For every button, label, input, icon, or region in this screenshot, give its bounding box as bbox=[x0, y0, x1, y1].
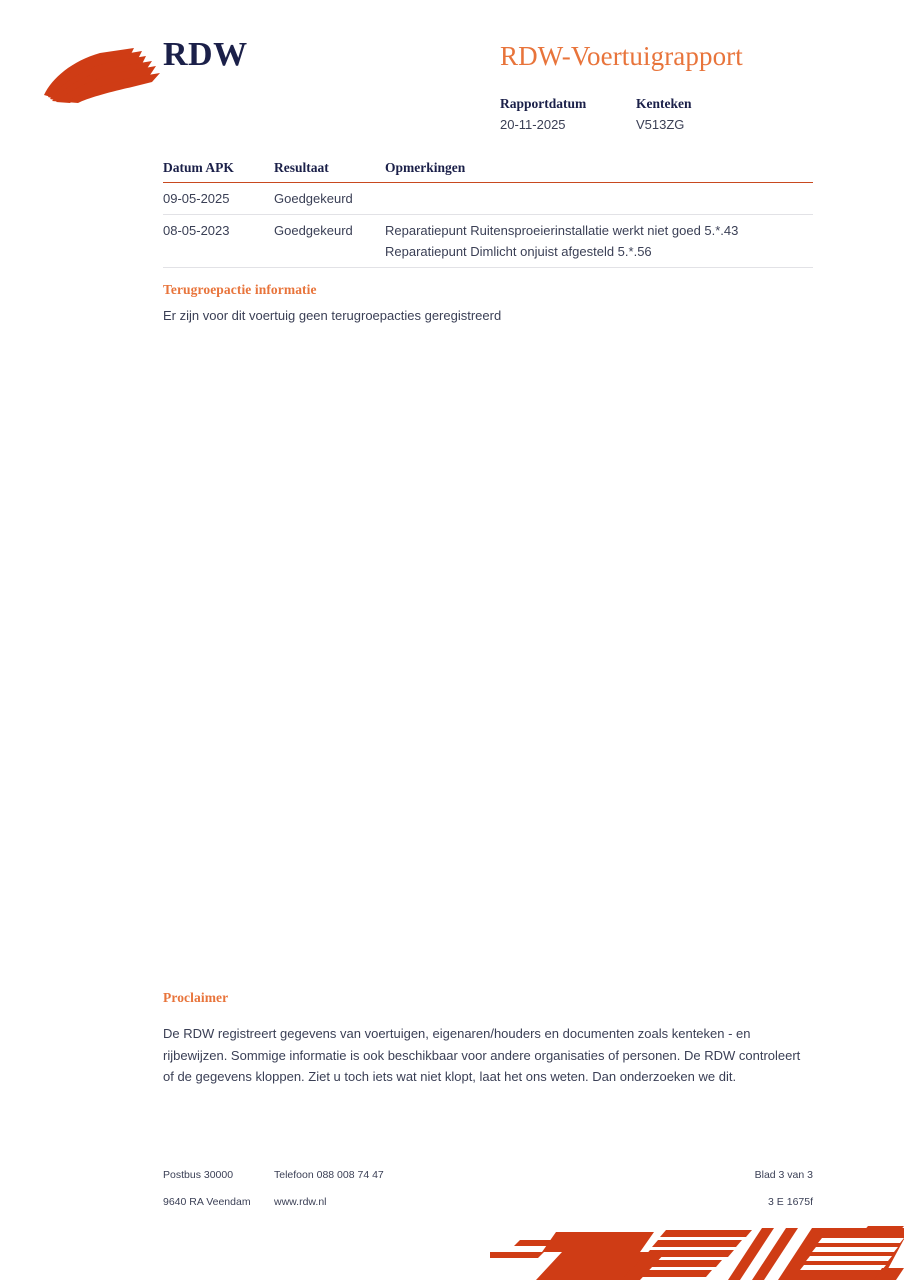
recall-heading: Terugroepactie informatie bbox=[163, 282, 317, 297]
cell-resultaat: Goedgekeurd bbox=[274, 191, 353, 206]
page-title: RDW-Voertuigrapport bbox=[500, 41, 743, 71]
footer-address-line1: Postbus 30000 bbox=[163, 1169, 234, 1181]
cell-datum-apk: 09-05-2025 bbox=[163, 191, 230, 206]
footer-page-number: Blad 3 van 3 bbox=[754, 1169, 813, 1181]
table-header-row bbox=[163, 160, 813, 183]
cell-datum-apk: 08-05-2023 bbox=[163, 223, 230, 238]
footer-row bbox=[163, 1195, 813, 1222]
meta-rapportdatum-label: Rapportdatum bbox=[500, 96, 587, 111]
proclaimer-heading: Proclaimer bbox=[163, 990, 229, 1005]
column-header-datum-apk: Datum APK bbox=[163, 160, 234, 175]
document-footer bbox=[163, 1168, 813, 1222]
recall-section bbox=[163, 282, 813, 327]
document-header bbox=[0, 0, 904, 150]
remark-line: Reparatiepunt Dimlicht onjuist afgesteld 5.*.56 bbox=[385, 244, 652, 259]
footer-website[interactable]: www.rdw.nl bbox=[274, 1196, 327, 1208]
footer-row bbox=[163, 1168, 813, 1195]
meta-kenteken-label: Kenteken bbox=[636, 96, 692, 111]
meta-kenteken bbox=[636, 96, 692, 132]
column-header-opmerkingen: Opmerkingen bbox=[385, 160, 466, 175]
footer-phone: Telefoon 088 008 74 47 bbox=[274, 1169, 384, 1181]
footer-address-line2: 9640 RA Veendam bbox=[163, 1196, 251, 1208]
proclaimer-section bbox=[163, 990, 811, 1088]
cell-resultaat: Goedgekeurd bbox=[274, 223, 353, 238]
recall-body: Er zijn voor dit voertuig geen terugroepacties geregistreerd bbox=[163, 308, 502, 323]
footer-form-code: 3 E 1675f bbox=[768, 1196, 813, 1208]
cell-opmerkingen bbox=[385, 220, 813, 262]
meta-rapportdatum-value: 20-11-2025 bbox=[500, 117, 566, 132]
meta-kenteken-value: V513ZG bbox=[636, 117, 685, 132]
rdw-logo-wordmark: RDW bbox=[163, 36, 248, 73]
proclaimer-body: De RDW registreert gegevens van voertuigen, eigenaren/houders en documenten zoals kenteken - en rijbewijzen. Sommige informatie is ook beschikbaar voor andere organisaties of personen. De RDW controleert of de gegevens kloppen. Ziet u toch iets wat niet klopt, laat het ons weten. Dan onderzoeken we dit. bbox=[163, 1026, 801, 1084]
table-row bbox=[163, 215, 813, 268]
rdw-wing-icon bbox=[42, 45, 162, 103]
table-row bbox=[163, 183, 813, 215]
column-header-resultaat: Resultaat bbox=[274, 160, 329, 175]
apk-history-table bbox=[163, 160, 813, 268]
remark-line: Reparatiepunt Ruitensproeierinstallatie werkt niet goed 5.*.43 bbox=[385, 223, 739, 238]
meta-rapportdatum bbox=[500, 96, 586, 132]
rdw-speed-stripes-graphic bbox=[490, 1222, 904, 1280]
